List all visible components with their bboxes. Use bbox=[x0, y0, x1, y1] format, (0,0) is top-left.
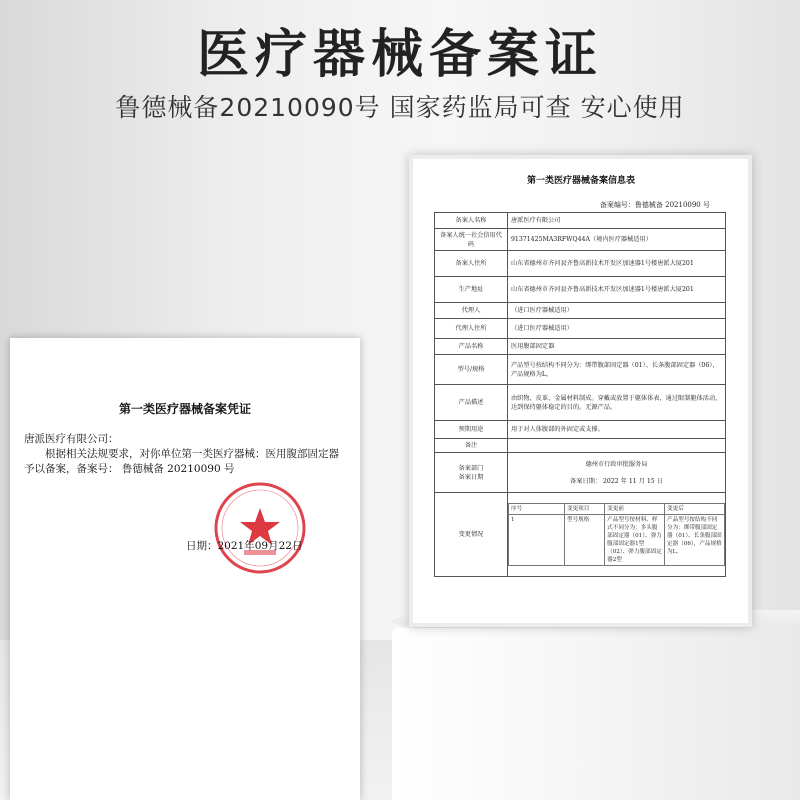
info-value: 用于对人体腹部的外固定或支撑。 bbox=[508, 421, 726, 439]
info-label: 预期用途 bbox=[435, 421, 508, 439]
display-pedestal bbox=[392, 628, 800, 800]
info-label: 备案人名称 bbox=[435, 213, 508, 229]
info-label: 备案人统一社会信用代码 bbox=[435, 229, 508, 251]
info-value: 山东省德州市齐河县齐鲁高新技术开发区加速器1号楼唐派大厦201 bbox=[508, 277, 726, 303]
voucher-body bbox=[24, 432, 344, 477]
filing-info-document bbox=[428, 167, 734, 619]
info-value: 91371425MA3RFWQ44A（境内医疗器械适用） bbox=[508, 229, 726, 251]
info-label: 产品描述 bbox=[435, 385, 508, 421]
info-value: 医用腹部固定器 bbox=[508, 339, 726, 355]
info-value: （进口医疗器械适用） bbox=[508, 319, 726, 339]
info-value: 山东省德州市齐河县齐鲁高新技术开发区加速器1号楼唐派大厦201 bbox=[508, 251, 726, 277]
info-row bbox=[435, 251, 726, 277]
registration-number: 备案编号：鲁德械备 20210090 号 bbox=[599, 201, 710, 209]
change-before: 产品型号按材料、样式不同分为：多头腹部固定器（01）、弹力腹部固定器1型（02）、弹力腹部固定器2型 bbox=[605, 515, 665, 566]
info-label: 生产地址 bbox=[435, 277, 508, 303]
department-value bbox=[508, 453, 726, 493]
change-item: 型号规格 bbox=[564, 515, 604, 566]
filing-info-table bbox=[434, 212, 726, 577]
info-label: 型号/规格 bbox=[435, 355, 508, 385]
info-row bbox=[435, 303, 726, 319]
info-row bbox=[435, 385, 726, 421]
official-seal-icon bbox=[210, 478, 310, 578]
change-header: 变更前 bbox=[605, 504, 665, 515]
voucher-title: 第一类医疗器械备案凭证 bbox=[118, 402, 251, 416]
change-header-row bbox=[509, 504, 725, 515]
info-value: 唐派医疗有限公司 bbox=[508, 213, 726, 229]
change-header: 序号 bbox=[509, 504, 565, 515]
voucher-text: 根据相关法规要求，对你单位第一类医疗器械：医用腹部固定器予以备案，备案号： 鲁德械备 20210090 号 bbox=[24, 448, 339, 475]
info-label: 代理人住所 bbox=[435, 319, 508, 339]
change-header: 变更项目 bbox=[564, 504, 604, 515]
voucher-addressee: 唐派医疗有限公司： bbox=[24, 433, 119, 445]
info-value: （进口医疗器械适用） bbox=[508, 303, 726, 319]
change-table bbox=[508, 503, 725, 566]
page-title: 医疗器械备案证 bbox=[196, 25, 603, 85]
change-after: 产品型号按结构不同分为：绑带腹部固定器（01）、长条腹部固定器（06），产品规格为L。 bbox=[665, 515, 725, 566]
info-value bbox=[508, 439, 726, 453]
info-row bbox=[435, 213, 726, 229]
filing-voucher-document bbox=[10, 338, 360, 800]
info-row bbox=[435, 355, 726, 385]
info-label: 备注 bbox=[435, 439, 508, 453]
change-row bbox=[509, 515, 725, 566]
info-label: 代理人 bbox=[435, 303, 508, 319]
info-row bbox=[435, 319, 726, 339]
info-label: 产品名称 bbox=[435, 339, 508, 355]
change-header: 变更后 bbox=[665, 504, 725, 515]
info-row-department bbox=[435, 453, 726, 493]
info-row-changes bbox=[435, 493, 726, 577]
change-no: 1 bbox=[509, 515, 565, 566]
department-name: 德州市行政审批服务局 bbox=[585, 460, 648, 468]
voucher-date: 日期：2021年09月22日 bbox=[186, 540, 303, 552]
info-value: 由织物、皮革、金属材料制成。穿戴或放置于躯体体表，通过限制躯体活动，达到保持躯体稳定的目的。无源产品。 bbox=[508, 385, 726, 421]
info-row bbox=[435, 439, 726, 453]
picture-frame bbox=[409, 155, 752, 627]
info-value: 产品型号按结构不同分为：绑带腹部固定器（01）、长条腹部固定器（06），产品规格为L。 bbox=[508, 355, 726, 385]
department-label: 备案部门 备案日期 bbox=[435, 453, 508, 493]
change-cell bbox=[508, 493, 726, 577]
info-row bbox=[435, 277, 726, 303]
department-date: 备案日期： 2022 年 11 月 15 日 bbox=[570, 477, 663, 485]
change-label: 变更情况 bbox=[435, 493, 508, 577]
page-subtitle: 鲁德械备20210090号 国家药监局可查 安心使用 bbox=[115, 93, 685, 122]
info-row bbox=[435, 421, 726, 439]
info-row bbox=[435, 339, 726, 355]
info-row bbox=[435, 229, 726, 251]
info-label: 备案人住所 bbox=[435, 251, 508, 277]
info-table-title: 第一类医疗器械备案信息表 bbox=[526, 176, 635, 186]
